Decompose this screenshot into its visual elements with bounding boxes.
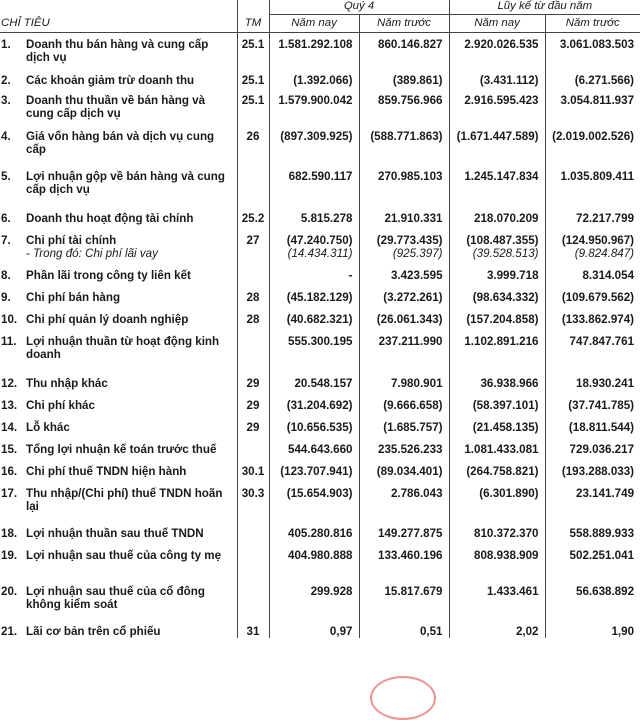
row-ytd-this-year: 1.102.891.216 — [449, 330, 545, 372]
row-q4-last-year: 3.423.595 — [359, 264, 449, 286]
row-number: 18. — [1, 526, 18, 540]
row-q4-this-year: (1.392.066) — [269, 69, 359, 89]
row-label: Lợi nhuận sau thuế của công ty mẹ — [26, 548, 222, 562]
row-number: 15. — [1, 442, 18, 456]
row-ytd-this-year: (39.528.513) — [449, 247, 545, 264]
row-ytd-last-year: (37.741.785) — [545, 394, 640, 416]
row-note-ref: 26 — [237, 125, 269, 165]
row-note-ref: 25.1 — [237, 89, 269, 125]
row-ytd-last-year: (9.824.847) — [545, 247, 640, 264]
row-q4-last-year: (3.272.261) — [359, 286, 449, 308]
table-row — [0, 372, 640, 394]
row-note-ref: 28 — [237, 286, 269, 308]
row-ytd-last-year: 8.314.054 — [545, 264, 640, 286]
row-q4-this-year: 20.548.157 — [269, 372, 359, 394]
row-note-ref: 31 — [237, 620, 269, 638]
row-number: 4. — [1, 129, 11, 143]
row-ytd-last-year: (18.811.544) — [545, 416, 640, 438]
table-row — [0, 416, 640, 438]
row-ytd-last-year: 1.035.809.411 — [545, 165, 640, 207]
row-label: Lợi nhuận thuần sau thuế TNDN — [26, 526, 204, 540]
row-number: 9. — [1, 290, 11, 304]
row-ytd-last-year: 23.141.749 — [545, 482, 640, 522]
row-q4-last-year: 15.817.679 — [359, 580, 449, 620]
row-ytd-last-year: 56.638.892 — [545, 580, 640, 620]
row-ytd-this-year: 808.938.909 — [449, 544, 545, 580]
row-label: Thu nhập/(Chi phí) thuế TNDN hoãn lại — [26, 486, 223, 513]
row-ytd-last-year: 72.217.799 — [545, 207, 640, 229]
row-ytd-this-year: 810.372.370 — [449, 522, 545, 544]
header-row-groups — [0, 0, 640, 15]
row-ytd-this-year: 3.999.718 — [449, 264, 545, 286]
row-q4-this-year: (15.654.903) — [269, 482, 359, 522]
group-header-ytd: Lũy kế từ đầu năm — [449, 0, 640, 15]
row-label: Chi phí bán hàng — [26, 290, 121, 304]
table-subrow — [0, 247, 640, 264]
row-label: Lãi cơ bản trên cổ phiếu — [26, 624, 161, 638]
col-header-ytd-last-year: Năm trước — [545, 15, 640, 33]
row-ytd-this-year: 1.433.461 — [449, 580, 545, 620]
row-label: Lợi nhuận sau thuế của cổ đông không kiểm soát — [26, 584, 205, 611]
row-q4-this-year: (10.656.535) — [269, 416, 359, 438]
row-note-ref: 29 — [237, 416, 269, 438]
col-header-ytd-this-year: Năm nay — [449, 15, 545, 33]
row-note-ref — [237, 264, 269, 286]
row-number: 1. — [1, 38, 11, 51]
table-row — [0, 438, 640, 460]
row-number: 13. — [1, 398, 18, 412]
row-ytd-this-year: 218.070.209 — [449, 207, 545, 229]
col-header-q4-this-year: Năm nay — [269, 15, 359, 33]
row-q4-last-year: (925.397) — [359, 247, 449, 264]
statement-rows — [0, 33, 640, 638]
row-number: 14. — [1, 420, 18, 434]
header-row-columns — [0, 15, 640, 33]
row-ytd-last-year: 1,90 — [545, 620, 640, 638]
row-label: Doanh thu thuần về bán hàng và cung cấp dịch vụ — [26, 93, 206, 120]
row-ytd-last-year: (193.288.033) — [545, 460, 640, 482]
row-ytd-last-year: 3.061.083.503 — [545, 33, 640, 69]
row-q4-this-year: 1.581.292.108 — [269, 33, 359, 69]
row-label: Giá vốn hàng bán và dịch vụ cung cấp — [26, 129, 215, 156]
row-q4-this-year: (47.240.750) — [269, 229, 359, 247]
row-q4-this-year: 555.300.195 — [269, 330, 359, 372]
table-row — [0, 165, 640, 207]
row-label: Doanh thu hoạt động tài chính — [26, 211, 194, 225]
row-ytd-last-year: (133.862.974) — [545, 308, 640, 330]
row-number: 5. — [1, 169, 11, 183]
col-header-tm: TM — [237, 15, 269, 33]
row-number: 11. — [1, 334, 17, 348]
row-q4-this-year: 5.815.278 — [269, 207, 359, 229]
row-number: 12. — [1, 376, 18, 390]
row-q4-last-year: 133.460.196 — [359, 544, 449, 580]
row-q4-this-year: 404.980.888 — [269, 544, 359, 580]
row-number: 3. — [1, 93, 11, 107]
red-seal-stamp — [370, 676, 436, 720]
row-number: 16. — [1, 464, 18, 478]
row-label: Chi phí tài chính — [26, 233, 117, 247]
row-ytd-this-year: 2.916.595.423 — [449, 89, 545, 125]
row-ytd-last-year: 558.889.933 — [545, 522, 640, 544]
row-note-ref — [237, 165, 269, 207]
row-note-ref: 30.3 — [237, 482, 269, 522]
row-q4-last-year: 270.985.103 — [359, 165, 449, 207]
row-q4-last-year: (26.061.343) — [359, 308, 449, 330]
row-number: 20. — [1, 584, 18, 598]
row-q4-this-year: (14.434.311) — [269, 247, 359, 264]
row-label: Lợi nhuận thuần từ hoạt động kinh doanh — [26, 334, 220, 361]
row-ytd-this-year: (3.431.112) — [449, 69, 545, 89]
table-row — [0, 89, 640, 125]
row-note-ref — [237, 330, 269, 372]
row-ytd-this-year: (157.204.858) — [449, 308, 545, 330]
row-note-ref — [237, 247, 269, 264]
row-q4-this-year: (45.182.129) — [269, 286, 359, 308]
row-label: Lợi nhuận gộp về bán hàng và cung cấp dịch vụ — [26, 169, 225, 196]
row-ytd-last-year: (6.271.566) — [545, 69, 640, 89]
row-q4-this-year: (40.682.321) — [269, 308, 359, 330]
row-q4-this-year: 544.643.660 — [269, 438, 359, 460]
row-q4-this-year: (123.707.941) — [269, 460, 359, 482]
row-note-ref: 29 — [237, 372, 269, 394]
row-q4-last-year: 7.980.901 — [359, 372, 449, 394]
table-row — [0, 620, 640, 638]
table-row — [0, 33, 640, 69]
row-q4-last-year: (89.034.401) — [359, 460, 449, 482]
row-q4-last-year: (588.771.863) — [359, 125, 449, 165]
row-number: 19. — [1, 548, 18, 562]
row-label: Thu nhập khác — [26, 376, 108, 390]
row-label: Chi phí quản lý doanh nghiệp — [26, 312, 189, 326]
row-ytd-last-year: 3.054.811.937 — [545, 89, 640, 125]
row-number: 6. — [1, 211, 11, 225]
col-header-item: CHỈ TIÊU — [0, 15, 237, 33]
row-q4-this-year: 0,97 — [269, 620, 359, 638]
row-note-ref — [237, 544, 269, 580]
row-q4-last-year: (389.861) — [359, 69, 449, 89]
row-q4-this-year: (31.204.692) — [269, 394, 359, 416]
table-row — [0, 207, 640, 229]
row-ytd-last-year: (2.019.002.526) — [545, 125, 640, 165]
row-note-ref: 25.1 — [237, 69, 269, 89]
row-q4-last-year: 860.146.827 — [359, 33, 449, 69]
row-ytd-this-year: (6.301.890) — [449, 482, 545, 522]
row-note-ref: 28 — [237, 308, 269, 330]
row-ytd-last-year: 747.847.761 — [545, 330, 640, 372]
table-row — [0, 229, 640, 247]
row-ytd-this-year: 1.081.433.081 — [449, 438, 545, 460]
table-row — [0, 69, 640, 89]
row-number: 2. — [1, 73, 11, 87]
row-label: Tổng lợi nhuận kế toán trước thuế — [26, 442, 217, 456]
row-q4-last-year: 21.910.331 — [359, 207, 449, 229]
row-label: Chi phí khác — [26, 398, 95, 412]
row-q4-this-year: 405.280.816 — [269, 522, 359, 544]
row-label: Chi phí thuế TNDN hiện hành — [26, 464, 187, 478]
row-number: 10. — [1, 312, 18, 326]
table-row — [0, 460, 640, 482]
row-ytd-this-year: 2.920.026.535 — [449, 33, 545, 69]
row-q4-last-year: 0,51 — [359, 620, 449, 638]
row-q4-last-year: (29.773.435) — [359, 229, 449, 247]
row-q4-last-year: 235.526.233 — [359, 438, 449, 460]
row-note-ref — [237, 580, 269, 620]
row-label: Lỗ khác — [26, 420, 70, 434]
row-number: 17. — [1, 486, 18, 500]
table-row — [0, 522, 640, 544]
table-row — [0, 580, 640, 620]
row-q4-last-year: 2.786.043 — [359, 482, 449, 522]
row-ytd-this-year: (264.758.821) — [449, 460, 545, 482]
row-note-ref: 30.1 — [237, 460, 269, 482]
row-q4-last-year: (9.666.658) — [359, 394, 449, 416]
row-note-ref — [237, 522, 269, 544]
group-header-quarter-4: Quý 4 — [269, 0, 449, 15]
row-q4-last-year: (1.685.757) — [359, 416, 449, 438]
table-row — [0, 330, 640, 372]
row-ytd-last-year: 502.251.041 — [545, 544, 640, 580]
row-q4-this-year: (897.309.925) — [269, 125, 359, 165]
row-ytd-this-year: (58.397.101) — [449, 394, 545, 416]
row-ytd-this-year: 36.938.966 — [449, 372, 545, 394]
row-ytd-this-year: 2,02 — [449, 620, 545, 638]
row-ytd-this-year: (98.634.332) — [449, 286, 545, 308]
row-ytd-last-year: (124.950.967) — [545, 229, 640, 247]
row-label: - Trong đó: Chi phí lãi vay — [26, 246, 158, 260]
row-number: 7. — [1, 233, 11, 247]
row-number — [0, 247, 26, 264]
row-ytd-this-year: 1.245.147.834 — [449, 165, 545, 207]
row-ytd-last-year: 729.036.217 — [545, 438, 640, 460]
row-ytd-last-year: 18.930.241 — [545, 372, 640, 394]
row-q4-this-year: - — [269, 264, 359, 286]
row-q4-last-year: 237.211.990 — [359, 330, 449, 372]
row-ytd-this-year: (21.458.135) — [449, 416, 545, 438]
row-label: Doanh thu bán hàng và cung cấp dịch vụ — [26, 38, 209, 64]
row-note-ref: 25.1 — [237, 33, 269, 69]
row-note-ref: 25.2 — [237, 207, 269, 229]
row-ytd-this-year: (108.487.355) — [449, 229, 545, 247]
row-q4-last-year: 149.277.875 — [359, 522, 449, 544]
row-q4-this-year: 682.590.117 — [269, 165, 359, 207]
table-row — [0, 286, 640, 308]
table-row — [0, 125, 640, 165]
row-label: Các khoản giảm trừ doanh thu — [26, 73, 195, 87]
row-note-ref: 27 — [237, 229, 269, 247]
row-ytd-this-year: (1.671.447.589) — [449, 125, 545, 165]
row-number: 21. — [1, 624, 18, 638]
row-label: Phần lãi trong công ty liên kết — [26, 268, 191, 282]
table-row — [0, 482, 640, 522]
row-number: 8. — [1, 268, 11, 282]
table-row — [0, 264, 640, 286]
row-ytd-last-year: (109.679.562) — [545, 286, 640, 308]
row-q4-this-year: 299.928 — [269, 580, 359, 620]
col-header-q4-last-year: Năm trước — [359, 15, 449, 33]
row-note-ref — [237, 438, 269, 460]
row-q4-last-year: 859.756.966 — [359, 89, 449, 125]
table-row — [0, 308, 640, 330]
table-row — [0, 544, 640, 580]
row-note-ref: 29 — [237, 394, 269, 416]
row-q4-this-year: 1.579.900.042 — [269, 89, 359, 125]
table-row — [0, 394, 640, 416]
